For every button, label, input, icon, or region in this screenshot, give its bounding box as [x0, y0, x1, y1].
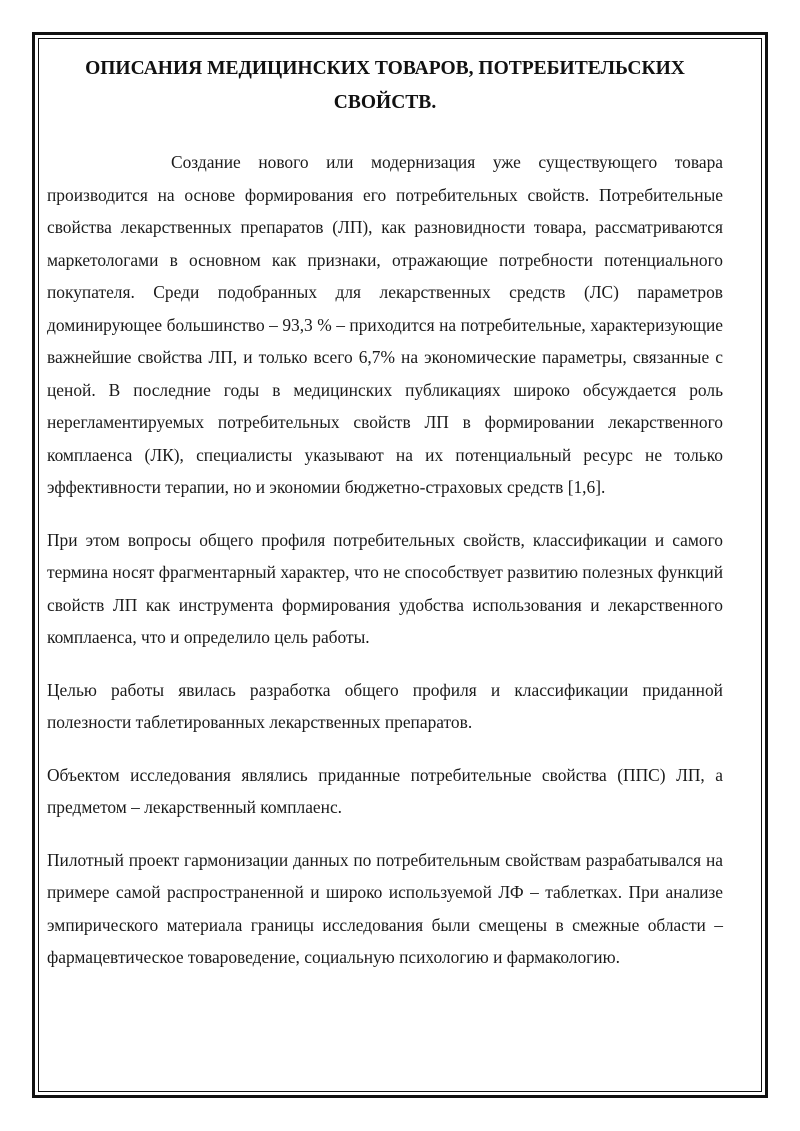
document-body [47, 52, 723, 974]
paragraph-intro: Создание нового или модернизация уже существующего товара производится на основе формирования его потребительных свойств. Потребительные свойства лекарственных препаратов (ЛП), как разновидности товара, рассматриваются маркетологами в основном как признаки, отражающие потребности потенциального покупателя. Среди подобранных для лекарственных средств (ЛС) параметров доминирующее большинство – 93,3 % – приходится на потребительные, характеризующие важнейшие свойства ЛП, и только всего 6,7% на экономические параметры, связанные с ценой. В последние годы в медицинских публикациях широко обсуждается роль нерегламентируемых потребительных свойств ЛП в формировании лекарственного комплаенса (ЛК), специалисты указывают на их потенциальный ресурс не только эффективности терапии, но и экономии бюджетно-страховых средств [1,6]. [47, 152, 723, 497]
document-title: ОПИСАНИЯ МЕДИЦИНСКИХ ТОВАРОВ, ПОТРЕБИТЕЛЬСКИХ СВОЙСТВ. [85, 58, 685, 113]
paragraph-problem: При этом вопросы общего профиля потребительных свойств, классификации и самого термина носят фрагментарный характер, что не способствует развитию полезных функций свойств ЛП как инструмента формирования удобства использования и лекарственного комплаенса, что и определило цель работы. [47, 529, 723, 647]
paragraph-object: Объектом исследования являлись приданные потребительные свойства (ППС) ЛП, а предметом – лекарственный комплаенс. [47, 764, 723, 817]
paragraph-goal: Целью работы явилась разработка общего профиля и классификации приданной полезности таблетированных лекарственных препаратов. [47, 679, 723, 732]
paragraph-pilot: Пилотный проект гармонизации данных по потребительным свойствам разрабатывался на примере самой распространенной и широко используемой ЛФ – таблетках. При анализе эмпирического материала границы исследования были смещены в смежные области – фармацевтическое товароведение, социальную психологию и фармакологию. [47, 849, 723, 967]
